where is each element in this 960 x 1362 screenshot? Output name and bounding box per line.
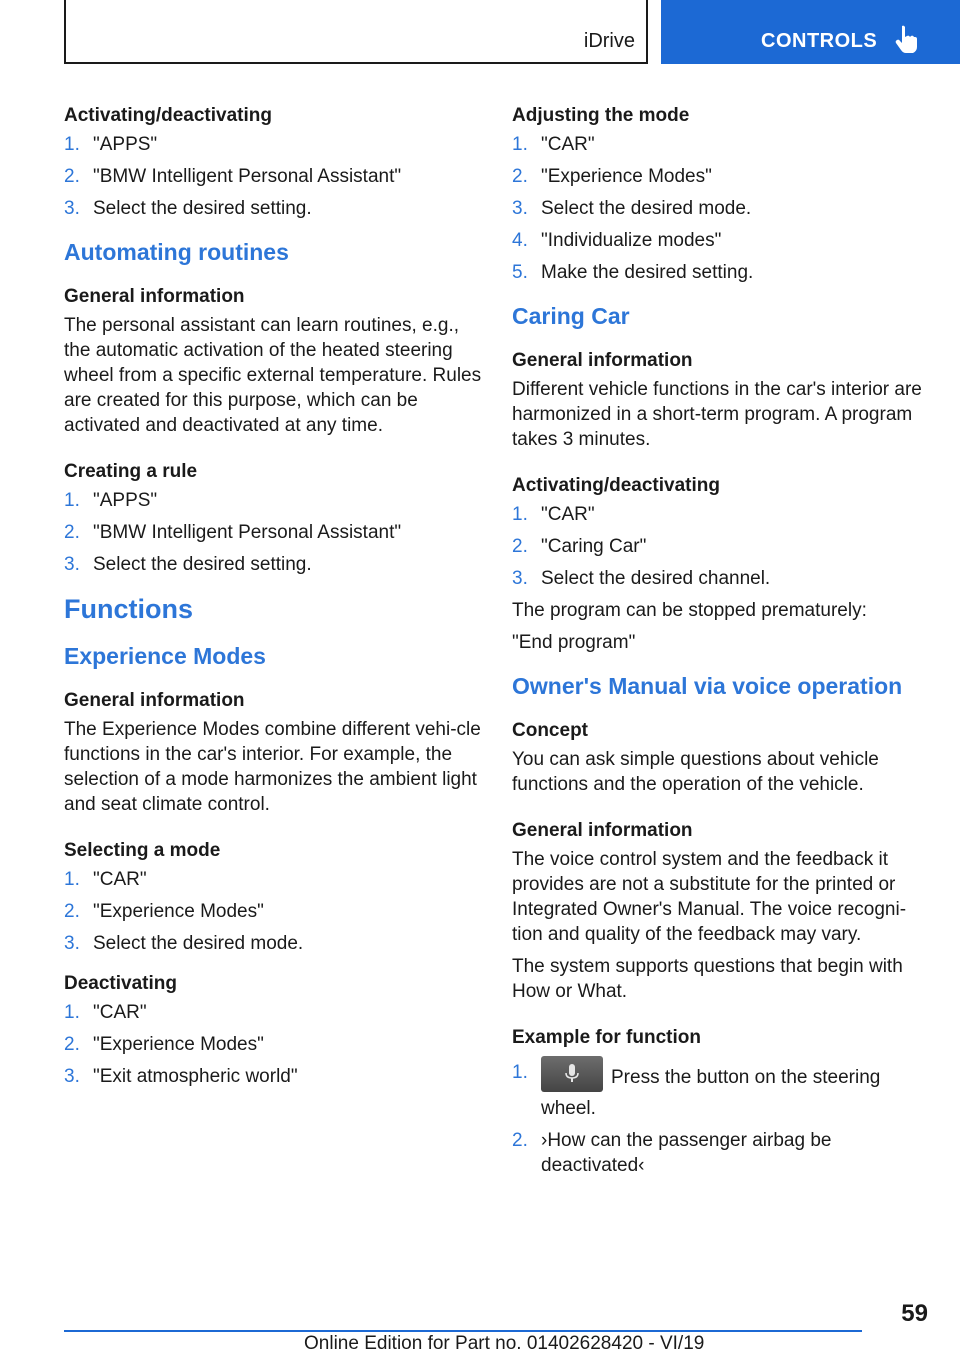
list-item: 4. "Individualize modes" (512, 230, 722, 251)
exp-general-heading: General information (64, 690, 245, 711)
list-item: 2. "Experience Modes" (64, 1034, 264, 1055)
list-item: 2. "Experience Modes" (64, 901, 264, 922)
list-item: 3. Select the desired mode. (512, 198, 752, 219)
page-number: 59 (901, 1300, 928, 1327)
example-steps (512, 1060, 932, 1178)
creating-rule-steps (64, 488, 484, 577)
example-heading: Example for function (512, 1027, 701, 1048)
chapter-tab[interactable] (661, 0, 960, 64)
list-item: 1. "APPS" (64, 134, 158, 155)
pointing-hand-icon (893, 24, 921, 54)
selecting-heading: Selecting a mode (64, 840, 221, 861)
microphone-icon (565, 1064, 579, 1084)
selecting-steps (64, 867, 484, 956)
list-item: 3. "Exit atmospheric world" (64, 1066, 298, 1087)
chapter-tab-label: CONTROLS (761, 30, 878, 52)
list-item: 2. "BMW Intelligent Personal Assistant" (64, 166, 402, 187)
creating-rule-heading: Creating a rule (64, 461, 198, 482)
automating-title: Automating routines (64, 239, 289, 265)
general-info-text: The personal assistant can learn routines, e.g., the automatic activation of the heated steering wheel from a specific external temperature. Rules are created for this purpose, which can be activated and deactivated at any time. (64, 315, 482, 436)
list-item: 1. "CAR" (64, 869, 147, 890)
functions-title: Functions (64, 594, 193, 624)
caring-activating-steps (512, 502, 932, 591)
list-item: 1. "APPS" (64, 490, 158, 511)
list-item: 3. Select the desired mode. (64, 933, 304, 954)
caring-activating-heading: Activating/deactivating (512, 475, 720, 496)
edition-text: Online Edition for Part no. 01402628420 - VI/19 (304, 1333, 705, 1354)
deactivating-steps (64, 1000, 484, 1089)
header-frame (64, 0, 648, 64)
microphone-button (541, 1056, 603, 1092)
caring-general-text: Different vehicle functions in the car's interior are harmonized in a short-term program. A program takes 3 minutes. (512, 379, 922, 450)
deactivating-heading: Deactivating (64, 973, 177, 994)
owners-title: Owner's Manual via voice operation (512, 673, 903, 699)
exp-general-text: The Experience Modes combine different vehi-cle functions in the car's interior. For example, the selection of a mode harmonizes the ambient light and seat climate control. (64, 719, 481, 815)
adjusting-steps (512, 132, 932, 285)
list-item: 2. "BMW Intelligent Personal Assistant" (64, 522, 402, 543)
concept-heading: Concept (512, 720, 588, 741)
supports-text: The system supports questions that begin with How or What. (512, 956, 903, 1002)
general-info-heading: General information (64, 286, 245, 307)
list-item: 3. Select the desired setting. (64, 554, 312, 575)
list-item: 1. "CAR" (512, 134, 595, 155)
list-item: 1. "CAR" (512, 504, 595, 525)
list-item: 5. Make the desired setting. (512, 262, 754, 283)
stop-text: The program can be stopped prematurely: (512, 600, 867, 621)
right-column (512, 100, 932, 1185)
concept-text: You can ask simple questions about vehicle functions and the operation of the vehicle. (512, 749, 879, 795)
list-item: 2. "Caring Car" (512, 536, 647, 557)
activating-heading: Activating/deactivating (64, 105, 272, 126)
activating-steps (64, 132, 484, 221)
experience-title: Experience Modes (64, 643, 266, 669)
owners-general-heading: General information (512, 820, 693, 841)
owners-general-text: The voice control system and the feedback it provides are not a substitute for the printed or Integrated Owner's Manual. The voice recogni-tion and quality of the feedback may vary. (512, 849, 907, 945)
list-item: 3. Select the desired setting. (64, 198, 312, 219)
end-program-text: "End program" (512, 632, 636, 653)
caring-title: Caring Car (512, 303, 630, 329)
list-item: 2. "Experience Modes" (512, 166, 712, 187)
footer-rule (64, 1330, 862, 1332)
list-item: 1. Press the button on the steering wheel. (512, 1060, 932, 1121)
list-item: 3. Select the desired channel. (512, 568, 771, 589)
adjusting-heading: Adjusting the mode (512, 105, 690, 126)
list-item: 2. ›How can the passenger airbag be deactivated‹ (512, 1130, 832, 1176)
left-column (64, 100, 484, 1096)
section-title: iDrive (583, 30, 635, 52)
list-item: 1. "CAR" (64, 1002, 147, 1023)
caring-general-heading: General information (512, 350, 693, 371)
